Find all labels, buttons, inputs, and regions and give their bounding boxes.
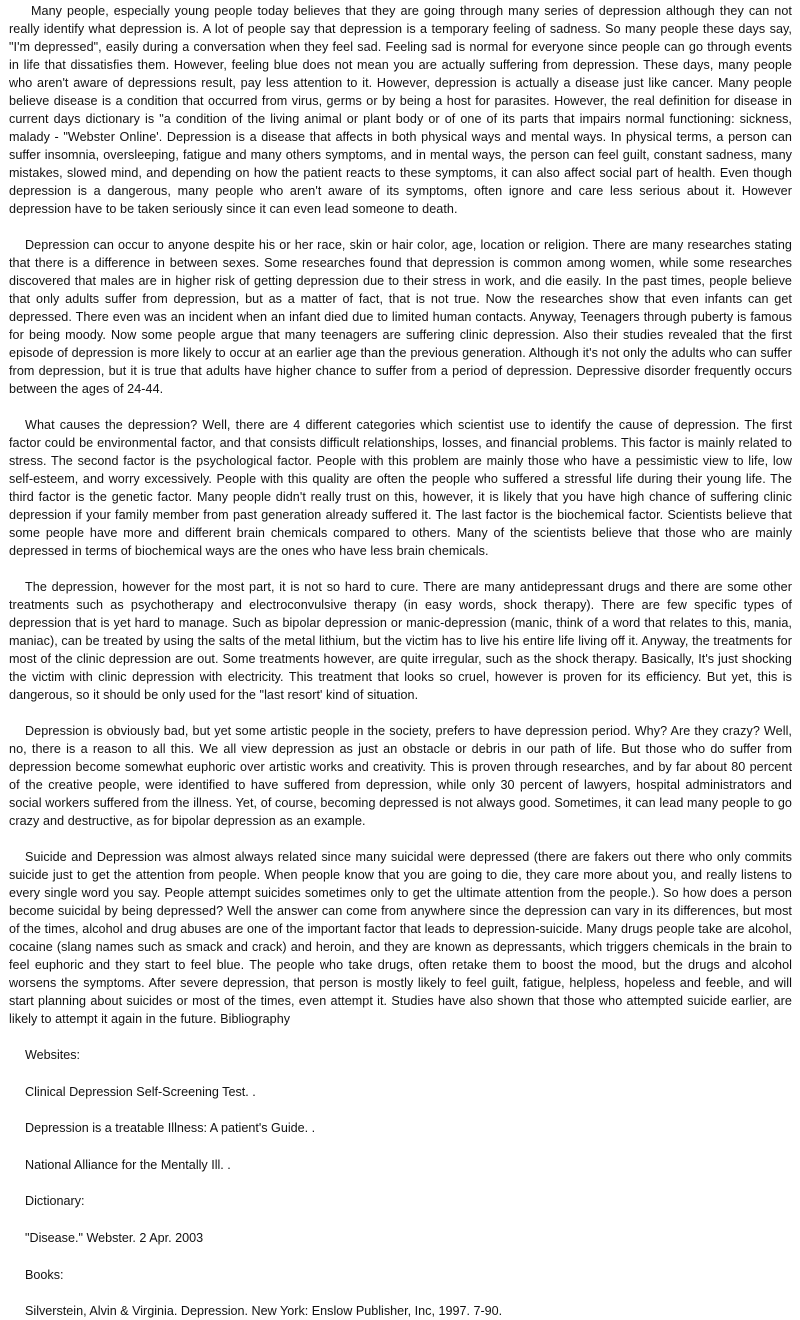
essay-body	[9, 2, 792, 1028]
dictionary-heading: Dictionary:	[25, 1194, 85, 1209]
book-entry: Silverstein, Alvin & Virginia. Depression. New York: Enslow Publisher, Inc, 1997. 7-90.	[25, 1304, 503, 1319]
website-entry: Clinical Depression Self-Screening Test. .	[25, 1084, 256, 1099]
paragraph-intro: Many people, especially young people today believes that they are going through many series of depression although they can not really identify what depression is. A lot of people say that depression is a temporary feeling of sadness. So many people these days say, "I'm depressed", easily during a conversation when they feel sad. Feeling sad is normal for everyone since people can go through events in life that dissatisfies them. However, feeling blue does not mean you are actually suffering from depression. These days, many people who aren't aware of depressions result, pay less attention to it. However, depression is actually a disease just like cancer. Many people believe disease is a condition that occurred from virus, germs or by being a host for parasites. However, the real definition for disease in current days dictionary is "a condition of the living animal or plant body or of one of its parts that impairs normal functioning: sickness, malady - "Webster Online'. Depression is a disease that affects in both physical ways and mental ways. In physical terms, a person can suffer insomnia, oversleeping, fatigue and many others symptoms, and in mental ways, the person can feel guilt, constant sadness, many mistakes, slowed mind, and depending on how the patient reacts to these symptoms, it can also affect social part of health. Even though depression is a dangerous, many people who aren't aware of its symptoms, often ignore and care less serious about it. However depression have to be taken seriously since it can even lead someone to death.	[9, 4, 792, 216]
paragraph-who-gets-depression: Depression can occur to anyone despite his or her race, skin or hair color, age, location or religion. There are many researches stating that there is a difference in between sexes. Some researches found that depression is common among women, while some researches discovered that males are in higher risk of getting depression due to their stress in work, and die easily. In the past times, people believe that only adults suffer from depression, but as a matter of fact, that is not true. Now the researches show that even infants can get depressed. There even was an incident when an infant died due to limited human contacts. Anyway, Teenagers through puberty is famous for being moody. Now some people argue that many teenagers are suffering clinic depression. Also their studies revealed that the first episode of depression is more likely to occur at an earlier age than the previous generation. Although it's not only the adults who can suffer from depression, but it is true that adults have higher chance to suffer from a period of depression. Depressive disorder frequently occurs between the ages of 24-44.	[9, 238, 792, 396]
paragraph-suicide: Suicide and Depression was almost always related since many suicidal were depressed (there are fakers out there who only commits suicide just to get the attention from people. When people know that you are going to die, they care more about you, and really listens to every single word you say. People attempt suicides sometimes only to get the ultimate attention from the people.). So how does a person become suicidal by being depressed? Well the answer can come from anywhere since the depression can vary in its differences, but most of the times, alcohol and drug abuses are one of the important factor that leads to depression-suicide. Many drugs people take are alcohol, cocaine (slang names such as smack and crack) and heroin, and they are known as depressants, which triggers chemicals in the brain to feel euphoric and they start to feel blue. The people who take drugs, often retake them to boost the mood, but the drugs and alcohol worsens the symptoms. After severe depression, that person is mostly likely to feel guilt, fatigue, helpless, hopeless and feeble, and will start planning about suicides or most of the times, even attempt it. Studies have also shown that those who attempted suicide earlier, are likely to attempt it again in the future. Bibliography	[9, 850, 792, 1026]
paragraph-treatment: The depression, however for the most part, it is not so hard to cure. There are many antidepressant drugs and there are some other treatments such as psychotherapy and electroconvulsive therapy (in easy words, shock therapy). There are few specific types of depression that is yet hard to manage. Such as bipolar depression or manic-depression (manic, think of a word that relates to this, mania, maniac), can be treated by using the salts of the metal lithium, but the victim has to live his entire life living off it. Anyway, the treatments for most of the clinic depression are out. Some treatments however, are quite irregular, such as the shock therapy. Basically, It's just shocking the victim with clinic depression with electricity. This treatment that looks so cruel, however is proven for its efficiency. But yet, this is dangerous, so it should be only used for the "last resort' kind of situation.	[9, 580, 792, 702]
dictionary-entry: "Disease." Webster. 2 Apr. 2003	[25, 1230, 204, 1245]
website-entry: National Alliance for the Mentally Ill. .	[25, 1157, 231, 1172]
bibliography	[9, 1046, 792, 1320]
websites-heading: Websites:	[25, 1048, 81, 1062]
paragraph-causes: What causes the depression? Well, there are 4 different categories which scientist use to identify the cause of depression. The first factor could be environmental factor, and that consists difficult relationships, losses, and financial problems. This factor is mainly related to stress. The second factor is the psychological factor. People with this problem are mainly those who have a pessimistic view to life, low self-esteem, and worry excessively. People with this quality are often the people who suffered a stressful life during their young life. The third factor is the genetic factor. Many people didn't really trust on this, however, it is likely that you have high chance of suffering clinic depression if your family member from past generation already suffered it. The last factor is the biochemical factor. Scientists believe that some people have more and different brain chemicals compared to others. Many of the scientists believe that those who are mainly depressed in terms of biochemical ways are the ones who have less brain chemicals.	[9, 418, 792, 558]
website-entry: Depression is a treatable Illness: A patient's Guide. .	[25, 1121, 316, 1136]
books-heading: Books:	[25, 1267, 64, 1282]
paragraph-creativity: Depression is obviously bad, but yet some artistic people in the society, prefers to have depression period. Why? Are they crazy? Well, no, there is a reason to all this. We all view depression as just an obstacle or debris in our path of life. But those who do suffer from depression become somewhat euphoric over artistic works and creativity. This is proven through researches, and by far about 80 percent of the creative people, were identified to have suffered from depression, while only 30 percent of lawyers, hospital administrators and social workers suffered from the illness. Yet, of course, becoming depressed is not always good. Sometimes, it can lead many people to go crazy and destructive, as for bipolar depression as an example.	[9, 724, 792, 828]
